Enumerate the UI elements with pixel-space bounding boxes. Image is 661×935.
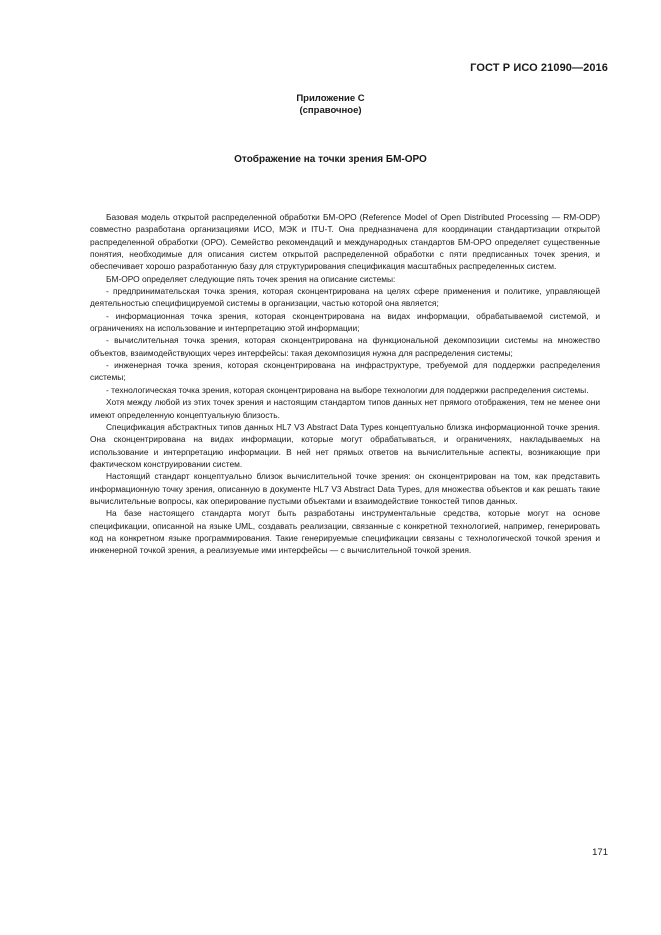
paragraph-intro: Базовая модель открытой распределенной обработки БМ-ОРО (Reference Model of Open Distributed Processing — RM-ODP) совместно разработана организациями ИСО, МЭК и ITU-T. Она предназначена для координации стандартизации открытой распределенной обработки (ОРО). Семейство рекомендаций и международных стандартов БМ-ОРО определяет существенные понятия, необходимые для описания систем открытой распределенной обработки с пяти предписанных точек зрения, и обеспечивает хорошо разработанную базу для структурирования спецификация масштабных распределенных систем. <box>90 212 600 272</box>
paragraph-viewpoints-lead: БМ-ОРО определяет следующие пять точек зрения на описание системы: <box>106 273 396 284</box>
body-text <box>90 211 600 557</box>
appendix-title: Приложение С <box>296 93 365 104</box>
paragraph-tools: На базе настоящего стандарта могут быть разработаны инструментальные средства, которые могут на основе спецификации, описанной на языке UML, создавать реализации, связанные с конкретной технологией, например, генерировать код на конкретном языке программирования. Такие генерируемые спецификации связаны с технологической точкой зрения и инженерной точкой зрения, а реализуемые ими интерфейсы — с вычислительной точкой зрения. <box>90 508 600 556</box>
paragraph-standard-computational: Настоящий стандарт концептуально близок вычислительной точке зрения: он сконцентрирован на том, как представить информационную точку зрения, описанную в документе HL7 V3 Abstract Data Types, для множества объектов и как решать такие вычислительные вопросы, как оперирование пустыми объектами и взаимодействие тонкостей типов данных. <box>90 471 600 506</box>
list-item-technology: - технологическая точка зрения, которая сконцентрирована на выборе технологии для поддержки распределения системы. <box>106 384 589 395</box>
appendix-subtitle: (справочное) <box>299 105 362 116</box>
appendix-label <box>0 93 661 117</box>
list-item-information: - информационная точка зрения, которая сконцентрирована на видах информации, обрабатываемой системой, и ограничениях на использование и интерпретацию этой информации; <box>90 310 600 334</box>
paragraph-hl7-abstract: Спецификация абстрактных типов данных HL7 V3 Abstract Data Types концептуально близка информационной точке зрения. Она сконцентрирована на видах информации, которые могут обрабатываться, и ограничениях, накладываемых на использование и интерпретацию информации. В ней нет прямых ответов на вычислительные аспекты, возникающие при фактическом конструировании систем. <box>90 421 600 469</box>
list-item-computational: - вычислительная точка зрения, которая сконцентрирована на функциональной декомпозиции системы на множество объектов, взаимодействующих через интерфейсы: такая декомпозиция нужна для распределения системы; <box>90 335 600 358</box>
section-heading: Отображение на точки зрения БМ-ОРО <box>234 154 427 165</box>
document-code: ГОСТ Р ИСО 21090—2016 <box>470 62 608 74</box>
list-item-enterprise: - предпринимательская точка зрения, которая сконцентрирована на целях сфере применения и политике, управляющей деятельностью специфицируемой системы в организации, частью которой она является; <box>90 286 600 309</box>
page-number: 171 <box>592 847 608 858</box>
list-item-engineering: - инженерная точка зрения, которая сконцентрирована на инфраструктуре, требуемой для поддержки распределения системы; <box>90 360 600 383</box>
paragraph-mapping: Хотя между любой из этих точек зрения и настоящим стандартом типов данных нет прямого отображения, тем не менее они имеют определенную концептуальную близость. <box>90 397 600 420</box>
